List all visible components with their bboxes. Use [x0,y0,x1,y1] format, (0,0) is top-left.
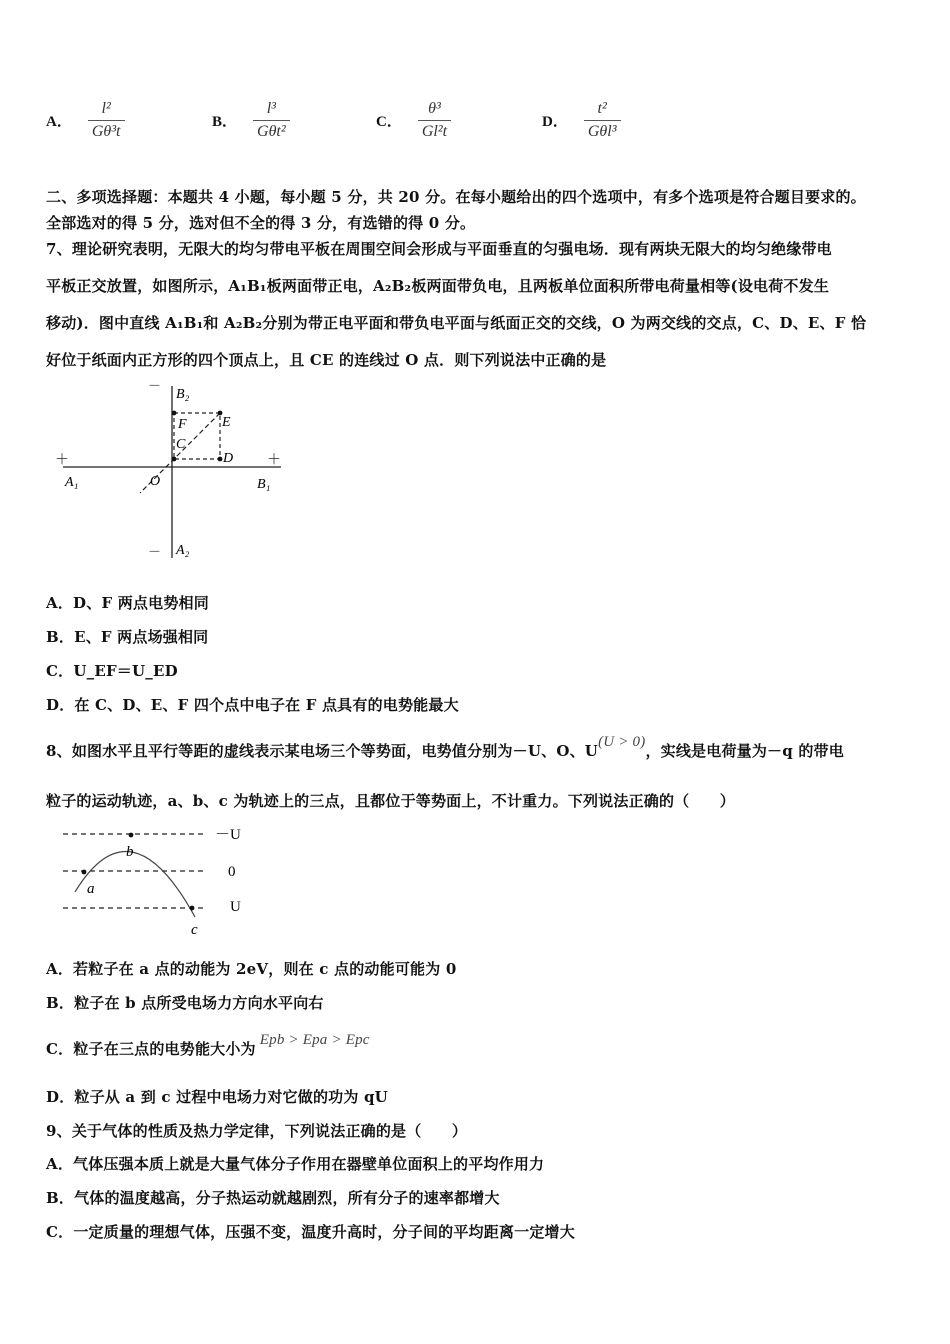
section2-line1: 二、多项选择题：本题共 4 小题，每小题 5 分，共 20 分。在每小题给出的四个选项中，有多个选项是符合题目要求的。 [46,188,866,206]
point-d [218,457,223,462]
q8-option-d[interactable]: D．粒子从 a 到 c 过程中电场力对它做的功为 qU [46,1088,388,1106]
denominator: Gl²t [421,123,448,140]
point-c [190,906,195,911]
label-b2: B₂ [176,387,190,402]
label-neg-u: －U [215,827,241,843]
point-f [172,411,177,416]
label-o: O [150,474,161,489]
q7-option-b[interactable]: B．E、F 两点场强相同 [46,628,209,646]
q6-choice-a[interactable] [46,100,125,141]
label-plus-left: ＋ [55,453,69,468]
numerator: t² [597,100,607,117]
q6-choice-d[interactable] [542,100,621,141]
label-minus-bottom: － [148,544,162,559]
q8-option-c[interactable] [46,1032,370,1059]
fraction [253,100,290,141]
label-f: F [178,417,187,432]
numerator: l² [101,100,111,117]
choice-letter: B． [212,114,238,130]
q9-stem: 9、关于气体的性质及热力学定律，下列说法正确的是（ ） [46,1122,468,1140]
q8-line1b: ，实线是电荷量为－q 的带电 [645,742,844,760]
numerator: θ³ [428,100,441,117]
fraction [88,100,125,141]
q9-option-c[interactable]: C．一定质量的理想气体，压强不变，温度升高时，分子间的平均距离一定增大 [46,1223,575,1241]
q9-option-a[interactable]: A．气体压强本质上就是大量气体分子作用在器壁单位面积上的平均作用力 [46,1155,545,1173]
q7-line4: 好位于纸面内正方形的四个顶点上，且 CE 的连线过 O 点．则下列说法中正确的是 [46,351,607,369]
label-c: C [176,437,186,452]
q8-condition: (U > 0) [598,734,646,750]
label-e: E [222,415,231,430]
point-c [172,457,177,462]
q8-option-c-text: C．粒子在三点的电势能大小为 [46,1040,256,1058]
q8-line1 [46,734,844,761]
denominator: Gθ³t [91,123,121,140]
fraction [584,100,621,141]
q8-option-c-formula: Epb > Epa > Epc [259,1032,370,1048]
q7-line1: 7、理论研究表明，无限大的均匀带电平板在周围空间会形成与平面垂直的匀强电场．现有两块无限大的均匀绝缘带电 [46,240,832,258]
q8-line2: 粒子的运动轨迹，a、b、c 为轨迹上的三点，且都位于等势面上，不计重力。下列说法正确的（ ） [46,792,735,810]
label-b: b [126,844,134,860]
label-pos-u: U [230,899,241,915]
point-b [129,833,134,838]
q8-option-b[interactable]: B．粒子在 b 点所受电场力方向水平向右 [46,994,324,1012]
q8-figure [55,822,265,940]
label-zero: 0 [228,864,236,880]
q7-figure [55,378,295,563]
label-d: D [223,451,234,466]
fraction [418,100,451,141]
q7-line2: 平板正交放置，如图所示，A₁B₁板两面带正电，A₂B₂板两面带负电，且两板单位面积所带电荷量相等(设电荷不发生 [46,277,830,295]
q7-option-a[interactable]: A．D、F 两点电势相同 [46,594,209,612]
q8-option-a[interactable]: A．若粒子在 a 点的动能为 2eV，则在 c 点的动能可能为 0 [46,960,457,978]
label-plus-right: ＋ [267,453,281,468]
choice-letter: D． [542,114,568,130]
label-a: a [87,881,95,897]
label-c: c [191,922,198,938]
numerator: l³ [266,100,276,117]
label-a2: A₂ [176,543,190,558]
q9-option-b[interactable]: B．气体的温度越高，分子热运动就越剧烈，所有分子的速率都增大 [46,1189,500,1207]
label-a1: A₁ [65,475,79,490]
q7-option-c[interactable]: C．U_EF＝U_ED [46,662,178,680]
label-minus-top: － [148,378,162,393]
label-b1: B₁ [257,477,271,492]
denominator: Gθt² [257,123,286,140]
q7-line3: 移动)．图中直线 A₁B₁和 A₂B₂分别为带正电平面和带负电平面与纸面正交的交线，O 为两交线的交点，C、D、E、F 恰 [46,314,867,332]
section2-line2: 全部选对的得 5 分，选对但不全的得 3 分，有选错的得 0 分。 [46,214,476,232]
q7-option-d[interactable]: D．在 C、D、E、F 四个点中电子在 F 点具有的电势能最大 [46,696,459,714]
q6-choice-b[interactable] [212,100,290,141]
q6-choice-c[interactable] [376,100,451,141]
choice-letter: A． [46,114,72,130]
q8-line1a: 8、如图水平且平行等距的虚线表示某电场三个等势面，电势值分别为－U、O、U [46,742,599,760]
q6-choices [46,100,916,160]
point-a [82,870,87,875]
choice-letter: C． [376,114,402,130]
denominator: Gθl³ [587,123,617,140]
